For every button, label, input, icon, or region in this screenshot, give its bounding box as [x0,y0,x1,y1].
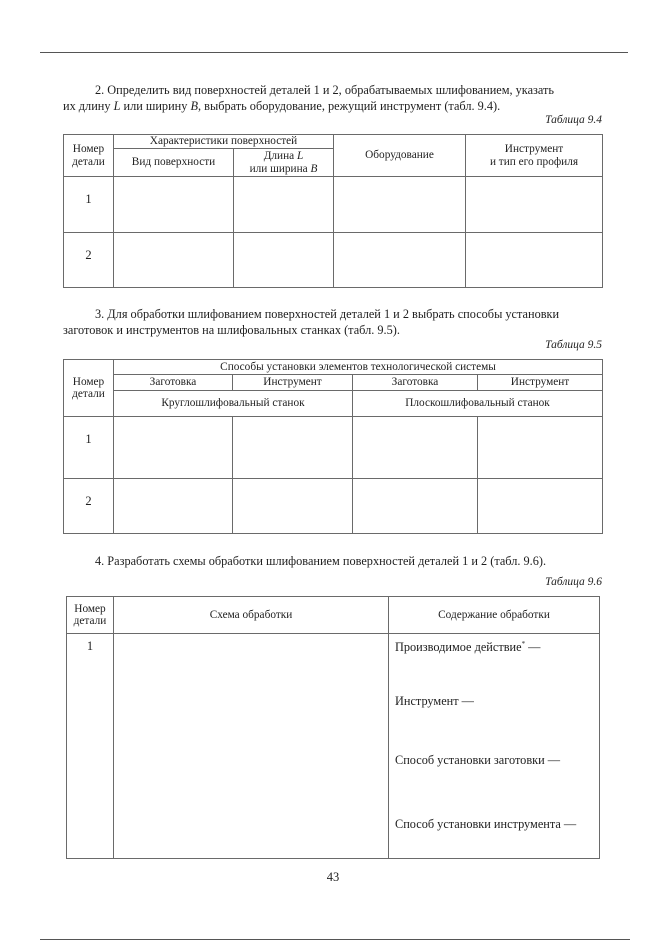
tool-setup-line: Способ установки инструмента — [395,817,577,831]
col-group-header: Способы установки элементов технологической системы [114,360,603,375]
task2-line1: 2. Определить вид поверхностей деталей 1 и 2, обрабатываемых шлифованием, указать [95,83,555,97]
length-cell[interactable] [234,233,334,288]
action-line: Производимое действие* — [395,640,541,655]
table-9-6-caption: Таблица 9.6 [545,576,602,588]
table-row [64,479,603,534]
col-number-header: Номер детали [64,135,114,177]
tool-cell[interactable] [466,177,603,233]
table-row [64,417,603,479]
col-number-header: Номер детали [64,360,114,417]
machine-cylindrical-header: Круглошлифовальный станок [114,391,353,417]
table-row [64,233,603,288]
table-row [64,177,603,233]
col-number-header: Номер детали [67,597,114,634]
surface-cell[interactable] [114,177,234,233]
cell[interactable] [233,479,353,534]
row-number: 2 [64,233,114,288]
cell[interactable] [478,479,603,534]
sub-tool-header-1: Инструмент [233,375,353,391]
sub-workpiece-header-1: Заготовка [114,375,233,391]
sub-workpiece-header-2: Заготовка [353,375,478,391]
header-rule [40,52,628,53]
scheme-cell[interactable] [114,634,389,859]
table-9-4 [63,134,603,288]
task2-line2: их длину L или ширину B, выбрать оборудование, режущий инструмент (табл. 9.4). [63,99,501,113]
table-9-5-caption: Таблица 9.5 [545,339,602,351]
col-tool-header: Инструмент и тип его профиля [466,135,603,177]
col-group-surface-header: Характеристики поверхностей [114,135,334,149]
footer-rule [40,939,630,940]
row-number: 1 [67,634,114,859]
cell[interactable] [114,479,233,534]
tool-cell[interactable] [466,233,603,288]
col-equipment-header: Оборудование [334,135,466,177]
cell[interactable] [353,479,478,534]
col-length-header: Длина L или ширина B [234,149,334,177]
row-number: 1 [64,177,114,233]
row-number: 2 [64,479,114,534]
col-surface-header: Вид поверхности [114,149,234,177]
workpiece-setup-line: Способ установки заготовки — [395,753,561,767]
table-9-6 [66,596,600,859]
task3-line2: заготовок и инструментов на шлифовальных станках (табл. 9.5). [63,323,400,337]
sub-tool-header-2: Инструмент [478,375,603,391]
task3-line1: 3. Для обработки шлифованием поверхностей деталей 1 и 2 выбрать способы установки [95,307,560,321]
content-cell[interactable] [389,634,600,859]
task3-paragraph [63,306,603,338]
length-cell[interactable] [234,177,334,233]
task4-paragraph [63,553,603,569]
equipment-cell[interactable] [334,177,466,233]
machine-surface-header: Плоскошлифовальный станок [353,391,603,417]
surface-cell[interactable] [114,233,234,288]
task2-paragraph [63,82,603,114]
equipment-cell[interactable] [334,233,466,288]
row-number: 1 [64,417,114,479]
cell[interactable] [233,417,353,479]
cell[interactable] [353,417,478,479]
table-9-4-caption: Таблица 9.4 [545,114,602,126]
tool-line: Инструмент — [395,694,474,708]
page-number: 43 [326,870,340,884]
cell[interactable] [478,417,603,479]
table-9-5 [63,359,603,534]
col-content-header: Содержание обработки [389,597,600,634]
col-scheme-header: Схема обработки [114,597,389,634]
cell[interactable] [114,417,233,479]
table-row [67,634,600,859]
task4-line1: 4. Разработать схемы обработки шлифованием поверхностей деталей 1 и 2 (табл. 9.6). [95,554,547,568]
